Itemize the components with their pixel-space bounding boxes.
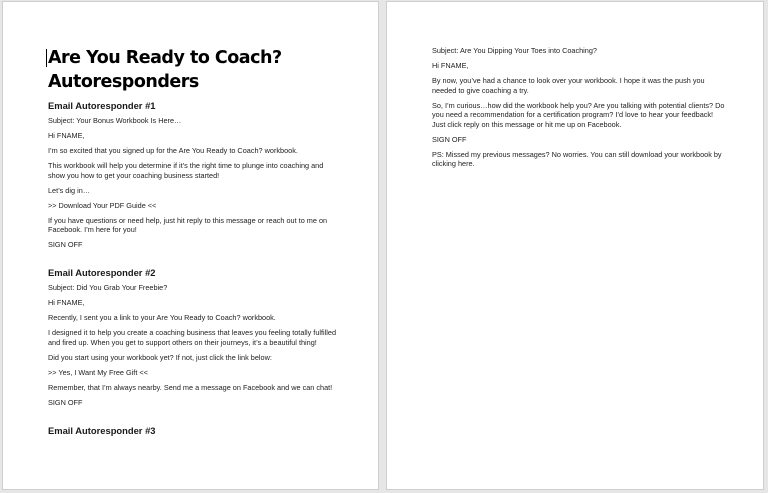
page-1-content <box>48 46 342 441</box>
email-1-paragraph-3: Let’s dig in… <box>48 185 91 195</box>
document-page-1 <box>2 1 379 490</box>
email-2-subject: Subject: Did You Grab Your Freebie? <box>48 283 168 293</box>
document-title <box>48 46 342 94</box>
email-2-paragraph-1: Recently, I sent you a link to your Are You Ready to Coach? workbook. <box>48 313 276 323</box>
email-3-paragraph-1: By now, you’ve had a chance to look over your workbook. I hope it was the push you needed to give coaching a try. <box>432 75 705 95</box>
email-1-download-link: >> Download Your PDF Guide << <box>48 200 157 210</box>
email-1-paragraph-1: I’m so excited that you signed up for the Are You Ready to Coach? workbook. <box>48 145 298 155</box>
title-line-2: Autoresponders <box>48 72 199 92</box>
email-3-greeting: Hi FNAME, <box>432 60 469 70</box>
email-3-heading: Email Autoresponder #3 <box>48 424 156 436</box>
email-3-subject: Subject: Are You Dipping Your Toes into Coaching? <box>432 46 597 55</box>
email-2-paragraph-2: I designed it to help you create a coaching business that leaves you feeling totally fulfilled and fired up. When you get to support others on their journeys, it’s a beautiful thing! <box>48 328 337 347</box>
email-1-subject: Subject: Your Bonus Workbook Is Here… <box>48 116 182 125</box>
spacer <box>48 255 342 267</box>
email-1-paragraph-4: If you have questions or need help, just hit reply to this message or reach out to me on Facebook. I’m here for you! <box>48 215 328 235</box>
page-2-content <box>432 46 727 174</box>
email-1-heading: Email Autoresponder #1 <box>48 100 156 111</box>
document-page-2 <box>386 1 764 490</box>
email-2-paragraph-3: Did you start using your workbook yet? If not, just click the link below: <box>48 352 272 362</box>
email-1-greeting: Hi FNAME, <box>48 130 85 140</box>
email-2-paragraph-4: Remember, that I’m always nearby. Send me a message on Facebook and we can chat! <box>48 382 333 392</box>
email-2-greeting: Hi FNAME, <box>48 298 85 308</box>
text-cursor <box>46 49 47 67</box>
spacer <box>48 413 342 425</box>
email-3-postscript: PS: Missed my previous messages? No worries. You can still download your workbook by clicking here. <box>432 149 722 169</box>
email-2-signoff: SIGN OFF <box>48 397 83 407</box>
email-1-signoff: SIGN OFF <box>48 240 83 250</box>
email-1-paragraph-2: This workbook will help you determine if it’s the right time to plunge into coaching and show you how to get your coaching business started! <box>48 160 324 180</box>
email-2-gift-link: >> Yes, I Want My Free Gift << <box>48 367 148 377</box>
title-line-1: Are You Ready to Coach? <box>48 48 282 68</box>
email-3-signoff: SIGN OFF <box>432 134 467 144</box>
email-3-paragraph-2: So, I’m curious…how did the workbook help you? Are you talking with potential clients? Do you need a recommendation for a certification program? I’d love to hear your feedback! Just click reply on this message or hit me up on Facebook. <box>432 100 725 129</box>
email-2-heading: Email Autoresponder #2 <box>48 267 156 279</box>
